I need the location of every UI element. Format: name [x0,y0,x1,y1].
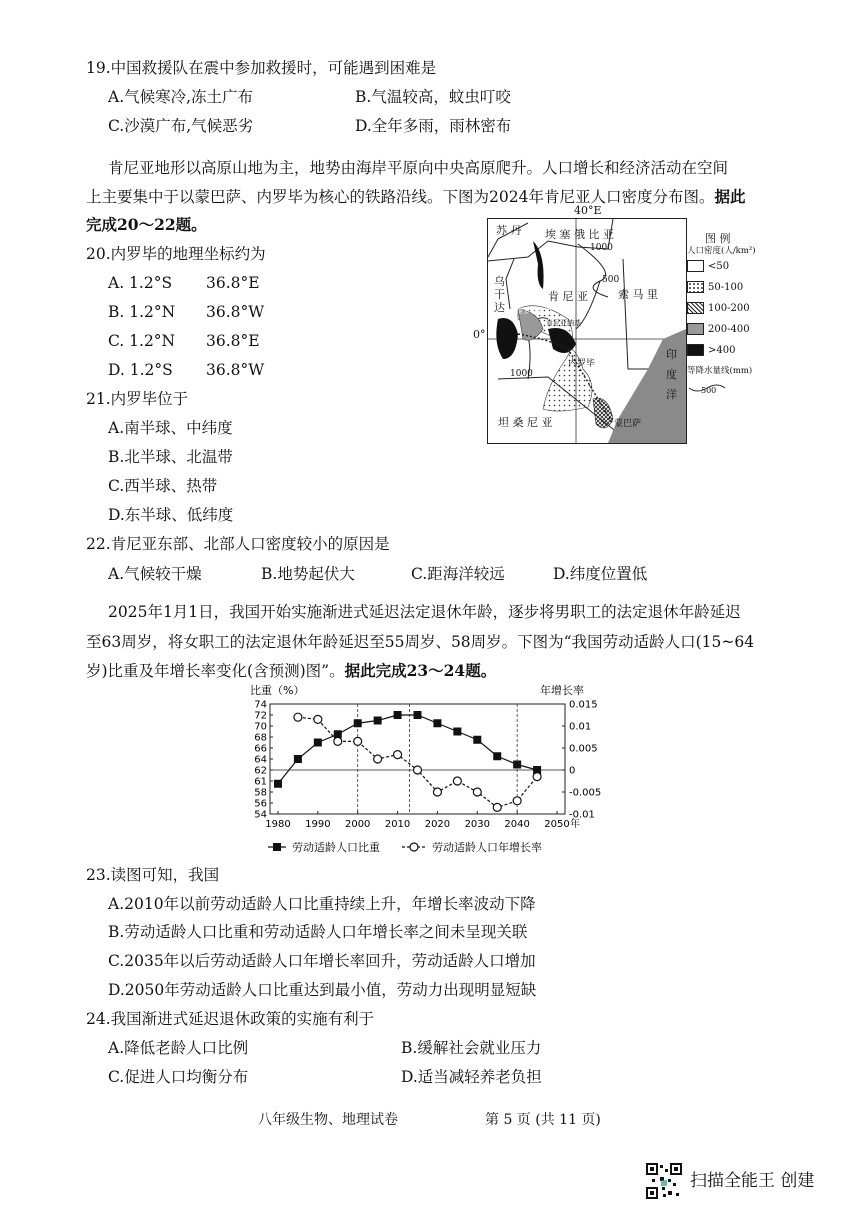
q21-option-d: D.东半球、低纬度 [108,506,234,524]
chart-x-unit: 年 [570,819,581,830]
q20-option-a-lon: 36.8°E [206,274,260,292]
chart-x-tick-label-5: 2030 [464,819,491,830]
chart-left-ylabel: 比重（%） [250,684,305,697]
map-label-indian-ocean: 印 度 洋 [666,348,677,401]
chart-point-circle-10 [493,803,501,811]
q22-option-d: D.纬度位置低 [553,565,648,583]
q23-stem: 23.读图可知，我国 [86,866,220,884]
map-lat-label: 0° [473,328,486,341]
chart-point-square-1 [294,755,302,763]
chart-point-square-10 [473,736,481,744]
legend-label-4: 200-400 [708,323,750,335]
intro1-line1: 肯尼亚地形以高原山地为主，地势由海岸平原向中央高原爬升。人口增长和经济活动在空间 [108,159,729,177]
chart-left-tick-label-9: 56 [254,798,267,810]
intro1-line2: 上主要集中于以蒙巴萨、内罗毕为核心的铁路沿线。下图为2024年肯尼亚人口密度分布图。据此 [86,187,746,206]
q24-option-d: D.适当减轻养老负担 [401,1068,542,1086]
chart-left-tick-label-2: 70 [254,721,267,733]
q23-option-a: A.2010年以前劳动适龄人口比重持续上升，年增长率波动下降 [108,895,536,913]
legend-label-share: 劳动适龄人口比重 [292,841,380,854]
intro1-line3: 完成20～22题。 [86,215,207,234]
chart-point-square-2 [314,739,322,747]
qr-code-icon [646,1163,682,1199]
q22-option-b: B.地势起伏大 [261,565,355,583]
chart-x-tick-label-7: 2050 [544,819,570,830]
q23-option-b: B.劳动适龄人口比重和劳动适龄人口年增长率之间未呈现关联 [108,923,528,941]
q24-option-c: C.促进人口均衡分布 [108,1068,249,1086]
chart-point-circle-11 [513,797,521,805]
legend-unit: 人口密度(人/km²) [687,246,756,256]
legend-label-5: >400 [708,344,736,356]
q24-stem: 24.我国渐进式延迟退休政策的实施有利于 [86,1010,375,1028]
chart-point-square-5 [374,717,382,725]
chart-point-circle-9 [473,788,481,796]
chart-point-circle-5 [394,751,402,759]
map-label-nairobi: 内罗毕 [568,359,596,369]
legend-title: 图 例 [705,232,731,245]
chart-right-tick-label-1: 0.01 [569,721,592,733]
chart-left-tick-label-6: 62 [254,765,267,777]
chart-right-tick-label-0: 0.015 [569,699,598,711]
chart-point-square-0 [274,780,282,788]
legend-item-4 [687,323,750,335]
legend-marker-square [273,843,281,851]
chart-left-tick-label-10: 54 [254,809,267,821]
intro2-line2: 至63周岁，将女职工的法定退休年龄延迟至55周岁、58周岁。下图为“我国劳动适龄人口(15~64 [86,633,755,651]
legend-swatch-4 [687,323,704,335]
chart-left-tick-label-7: 61 [254,776,267,788]
legend-item-3 [687,302,750,314]
chart-point-circle-12 [533,773,541,781]
legend-swatch-1 [687,260,704,272]
q21-option-a: A.南半球、中纬度 [108,419,233,437]
q20-stem: 20.内罗毕的地理坐标约为 [86,245,266,263]
chart-x-tick-label-4: 2020 [424,819,451,830]
legend-swatch-3 [687,302,704,314]
map-legend [687,232,772,412]
chart-left-tick-label-4: 66 [254,743,267,755]
chart-point-square-4 [354,719,362,727]
q22-stem: 22.肯尼亚东部、北部人口密度较小的原因是 [86,535,390,553]
chart-left-tick-label-0: 74 [254,699,267,711]
q21-stem: 21.内罗毕位于 [86,390,189,408]
chart-point-square-8 [433,719,441,727]
map-iso-1000-west: 1000 [510,369,533,379]
chart-marks [274,711,541,811]
q24-option-b: B.缓解社会就业压力 [401,1039,542,1057]
q20-option-b-lat: B. 1.2°N [108,303,176,321]
chart-point-circle-8 [453,777,461,785]
chart-left-tick-label-8: 58 [254,787,267,799]
map-label-sudan: 苏 丹 [496,224,522,237]
q23-option-d: D.2050年劳动适龄人口比重达到最小值，劳动力出现明显短缺 [108,981,537,999]
chart-right-tick-label-3: 0 [569,765,576,777]
density-100-200-coast [593,398,613,428]
footer-page: 第 5 页 (共 11 页) [485,1112,601,1128]
q19-option-b: B.气温较高，蚊虫叮咬 [355,88,511,106]
chart-left-tick-label-5: 64 [254,754,267,766]
map-label-somalia: 索 马 里 [618,288,658,301]
intro2-line1: 2025年1月1日，我国开始实施渐进式延迟法定退休年龄，逐步将男职工的法定退休年龄延迟 [108,603,741,621]
labor-population-chart [240,684,620,864]
legend-swatch-2 [687,281,704,293]
chart-left-tick-label-1: 72 [254,710,267,722]
chart-point-circle-1 [314,715,322,723]
q22-option-a: A.气候较干燥 [108,565,202,583]
uganda-border [506,259,514,309]
map-label-city1: 肯尼亚纳基 [546,319,581,327]
chart-point-square-12 [513,761,521,769]
chart-legend [268,840,542,854]
map-lon-label: 40°E [574,204,602,217]
legend-iso-value: 500 [701,386,717,395]
q20-option-d-lat: D. 1.2°S [108,361,173,379]
chart-point-circle-6 [414,766,422,774]
intro2-line3: 岁)比重及年增长率变化(含预测)图”。据此完成23～24题。 [86,661,497,680]
watermark-text: 扫描全能王 创建 [690,1171,815,1191]
map-svg [488,219,686,443]
legend-item-5 [687,344,735,356]
legend-item-2 [687,281,743,293]
somalia-border [623,259,656,369]
q24-option-a: A.降低老龄人口比例 [108,1039,249,1057]
q21-option-b: B.北半球、北温带 [108,448,233,466]
q20-option-c-lat: C. 1.2°N [108,332,176,350]
chart-x-tick-label-0: 1980 [265,819,291,830]
chart-right-tick-label-5: -0.01 [569,809,595,821]
chart-point-circle-2 [334,737,342,745]
map-iso-500: 500 [602,275,620,285]
legend-label-3: 100-200 [708,302,750,314]
legend-marker-circle [410,843,418,851]
map-label-mombasa: 蒙巴萨 [614,419,642,429]
map-label-kenya: 肯 尼 亚 [548,290,588,303]
map-label-uganda: 乌 干 达 [494,275,505,314]
chart-point-square-6 [394,711,402,719]
map-label-ethiopia: 埃 塞 俄 比 亚 [545,228,614,241]
q22-option-c: C.距海洋较远 [411,565,505,583]
q21-option-c: C.西半球、热带 [108,477,218,495]
footer-left: 八年级生物、地理试卷 [258,1112,398,1128]
q19-option-a: A.气候寒冷,冻土广布 [108,88,254,106]
q19-option-c: C.沙漠广布,气候恶劣 [108,117,254,135]
chart-point-circle-0 [294,713,302,721]
chart-point-square-7 [414,711,422,719]
q19-option-d: D.全年多雨，雨林密布 [355,117,512,135]
chart-point-circle-7 [433,788,441,796]
map-label-tanzania: 坦 桑 尼 亚 [498,416,553,429]
q20-option-a-lat: A. 1.2°S [108,274,173,292]
chart-x-tick-label-6: 2040 [504,819,530,830]
chart-x-tick-label-3: 2010 [384,819,411,830]
chart-point-circle-4 [374,755,382,763]
q20-option-c-lon: 36.8°E [206,332,260,350]
legend-iso-label: 等降水量线(mm) [687,366,753,376]
chart-right-tick-label-2: 0.005 [569,743,598,755]
chart-right-ylabel: 年增长率 [540,684,584,697]
legend-label-growth: 劳动适龄人口年增长率 [432,841,542,854]
chart-point-square-9 [453,728,461,736]
chart-left-tick-label-3: 68 [254,732,267,744]
legend-swatch-5 [687,344,704,356]
chart-x-tick-label-2: 2000 [344,819,371,830]
chart-point-square-11 [493,752,501,760]
q19-stem: 19.中国救援队在震中参加救援时，可能遇到困难是 [86,59,437,77]
chart-point-circle-3 [354,737,362,745]
kenya-population-map [487,218,687,444]
chart-series-line-0 [278,715,537,784]
q20-option-d-lon: 36.8°W [206,361,265,379]
chart-right-tick-label-4: -0.005 [569,787,602,799]
density-over-400-lake [496,318,518,359]
map-label-lake: 维多利亚湖 [516,307,551,315]
legend-label-1: <50 [708,260,730,272]
q20-option-b-lon: 36.8°W [206,303,265,321]
q23-option-c: C.2035年以后劳动适龄人口年增长率回升，劳动适龄人口增加 [108,952,536,970]
map-iso-1000-east: 1000 [590,243,613,253]
chart-x-tick-label-1: 1990 [305,819,331,830]
legend-item-1 [687,260,729,272]
legend-label-2: 50-100 [708,281,744,293]
